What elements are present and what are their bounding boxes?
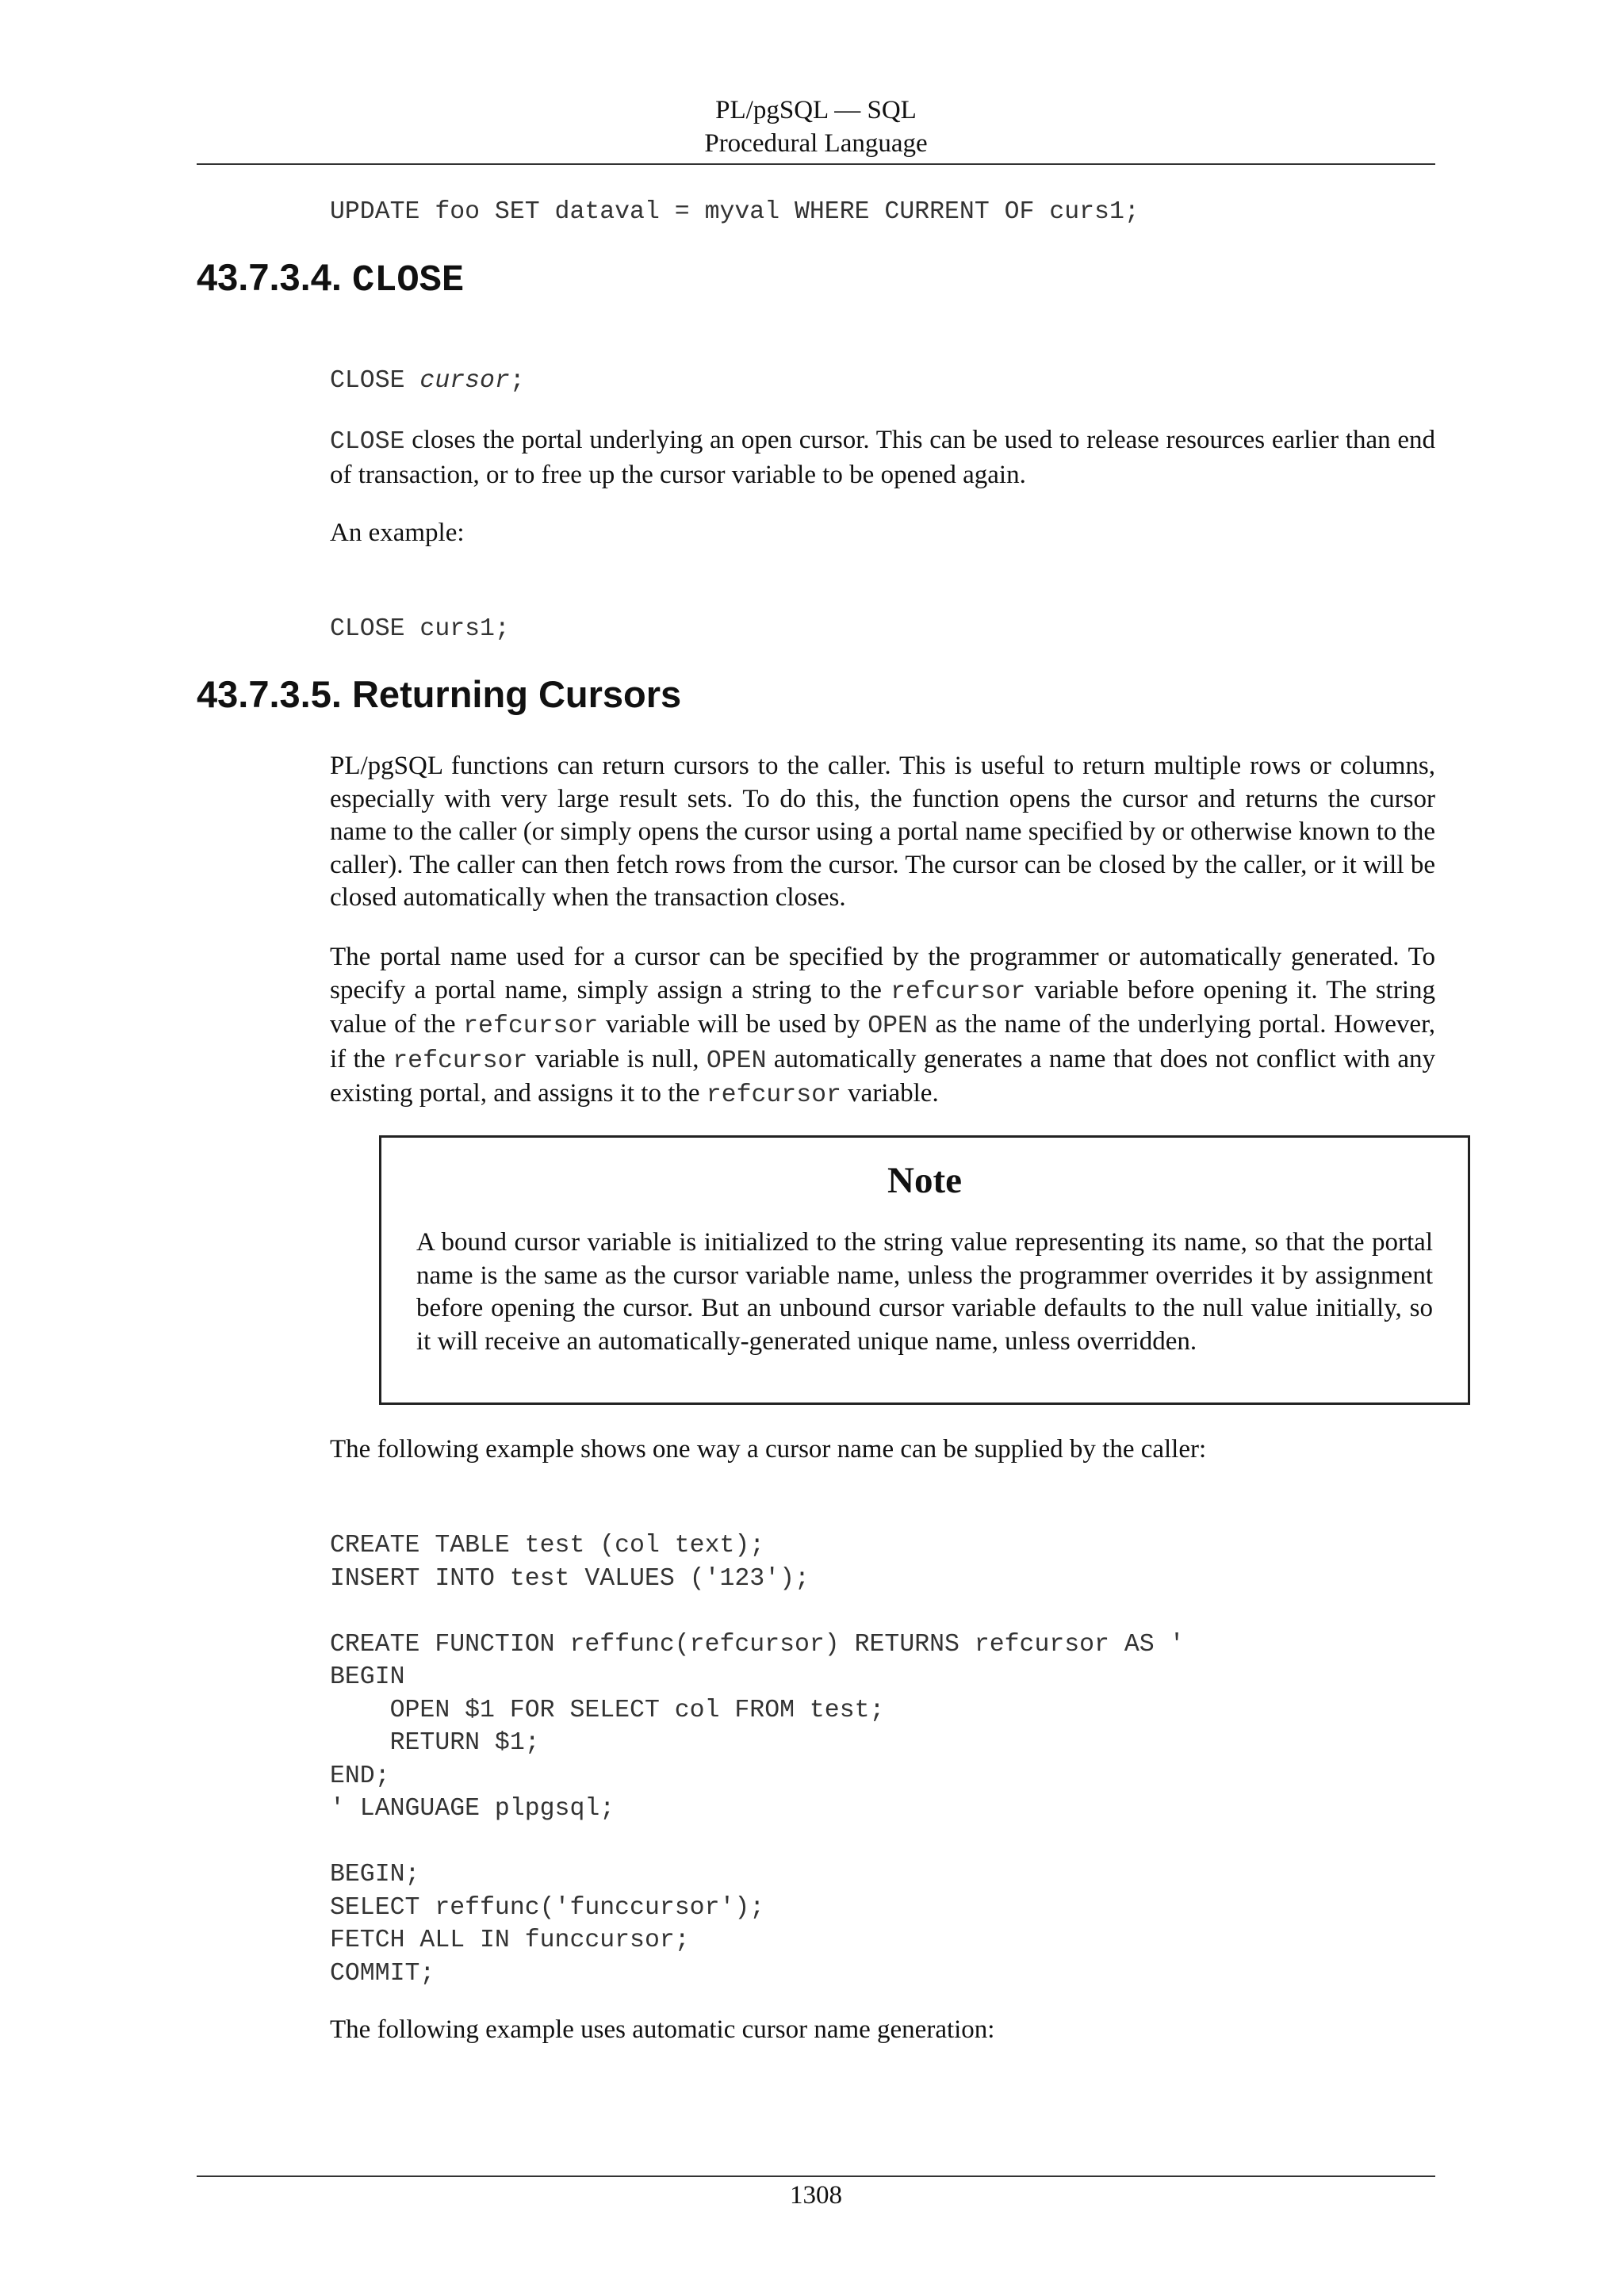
inline-code-refcursor-3: refcursor [393,1047,528,1075]
section-title-returning-cursors: 43.7.3.5. Returning Cursors [197,673,682,715]
note-title: Note [887,1160,962,1201]
note-text: A bound cursor variable is initialized to the string value representing its name, so that the portal name is the same as the cursor variable name, unless the programmer overrides it by assignment before opening the cursor. But an unbound cursor variable defaults to the null value initially, so it will receive an automatically-generated unique name, unless overridden. [416,1228,1433,1356]
inline-code-open-2: OPEN [706,1047,767,1075]
header-rule [197,163,1435,165]
section-number-close: 43.7.3.4. [197,256,342,298]
code-update-statement: UPDATE foo SET dataval = myval WHERE CURRENT OF curs1; [330,198,1139,226]
inline-code-refcursor-2: refcursor [463,1012,599,1040]
inline-code-refcursor-4: refcursor [706,1081,841,1109]
note-box [379,1135,1470,1405]
para2-text-4: as the name of the underlying portal. However, if the [330,1010,1435,1073]
header-title-line2: Procedural Language [704,129,928,158]
code-reffunc-example: CREATE TABLE test (col text); INSERT INTO test VALUES ('123'); CREATE FUNCTION reffunc(refcursor) RETURNS refcursor AS ' BEGIN OPEN $1 FOR SELECT col FROM test; RETURN $1; END; ' LANGUAGE plpgsql; BEGIN; SELECT reffunc('funccursor'); FETCH ALL IN funccursor; COMMIT; [330,1532,1185,1988]
paragraph-close-description [330,424,1435,492]
syntax-keyword: CLOSE [330,367,405,395]
paragraph-example-label: An example: [330,519,465,547]
code-close-example: CLOSE curs1; [330,615,510,643]
para2-text-3: variable will be used by [598,1010,868,1039]
section-keyword-close: CLOSE [352,260,465,302]
running-header [197,94,1435,160]
para2-text-2: variable before opening it. The string value of the [330,975,1435,1039]
inline-code-open-1: OPEN [868,1012,928,1040]
para2-text-1: The portal name used for a cursor can be specified by the programmer or automatically generated. To specify a portal name, simply assign a string to the [330,943,1435,1004]
para2-text-5: variable is null, [527,1044,707,1073]
syntax-end: ; [509,367,525,395]
footer-rule [197,2175,1435,2177]
page-number: 1308 [790,2181,842,2210]
header-title-line1: PL/pgSQL — SQL [715,96,917,124]
close-description-text: closes the portal underlying an open cursor. This can be used to release resources earlier than end of transaction, or to free up the cursor variable to be opened again. [330,426,1435,489]
paragraph-returning-intro: PL/pgSQL functions can return cursors to the caller. This is useful to return multiple rows or columns, especially with very large result sets. To do this, the function opens the cursor and returns the cursor name to the caller (or simply opens the cursor using a portal name specified by or otherwise known to the caller). The caller can then fetch rows from the cursor. The cursor can be closed by the caller, or it will be closed automatically when the transaction closes. [330,752,1435,912]
syntax-param: cursor [419,367,510,395]
code-close-syntax [330,365,525,398]
section-title-close [197,255,464,304]
paragraph-example2-intro: The following example uses automatic cursor name generation: [330,2015,995,2044]
paragraph-example-intro: The following example shows one way a cursor name can be supplied by the caller: [330,1435,1207,1464]
paragraph-portal-name [330,941,1435,1112]
para2-text-6: automatically generates a name that does not conflict with any existing portal, and assigns it to the [330,1044,1435,1108]
para2-text-7: variable. [841,1079,939,1108]
inline-code-close: CLOSE [330,428,405,456]
inline-code-refcursor-1: refcursor [891,978,1026,1006]
